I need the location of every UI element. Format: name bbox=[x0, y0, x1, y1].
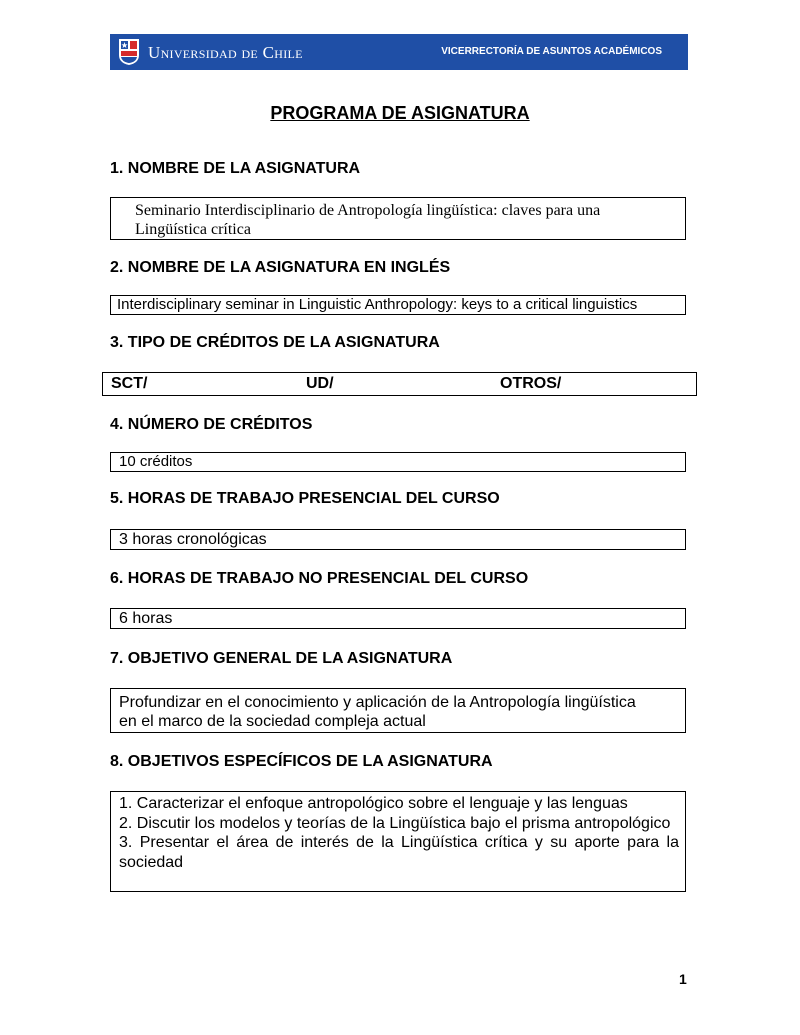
page-number: 1 bbox=[679, 971, 687, 987]
document-title: PROGRAMA DE ASIGNATURA bbox=[270, 103, 530, 123]
section-5-heading: 5. HORAS DE TRABAJO PRESENCIAL DEL CURSO bbox=[110, 490, 500, 507]
specific-objective-item: 2. Discutir los modelos y teorías de la Lingüística bajo el prisma antropológico bbox=[119, 814, 671, 832]
section-1-heading: 1. NOMBRE DE LA ASIGNATURA bbox=[110, 160, 361, 177]
non-presential-hours-box: 6 horas bbox=[110, 608, 686, 629]
credit-type-box bbox=[102, 372, 697, 396]
credits-number-box: 10 créditos bbox=[110, 452, 686, 472]
course-name-line: Lingüística crítica bbox=[135, 221, 251, 238]
university-seal-icon bbox=[118, 38, 140, 66]
general-objective-line: en el marco de la sociedad compleja actual bbox=[119, 713, 426, 730]
presential-hours-box: 3 horas cronológicas bbox=[110, 529, 686, 550]
section-4-heading: 4. NÚMERO DE CRÉDITOS bbox=[110, 416, 313, 433]
credit-type-otros: OTROS/ bbox=[500, 375, 562, 392]
section-6-heading: 6. HORAS DE TRABAJO NO PRESENCIAL DEL CURSO bbox=[110, 570, 529, 587]
course-name-box bbox=[110, 197, 686, 240]
vicerrectoria-label: VICERRECTORÍA DE ASUNTOS ACADÉMICOS bbox=[441, 46, 662, 57]
general-objective-box bbox=[110, 688, 686, 733]
course-name-line: Seminario Interdisciplinario de Antropología lingüística: claves para una bbox=[135, 202, 601, 219]
section-3-heading: 3. TIPO DE CRÉDITOS DE LA ASIGNATURA bbox=[110, 334, 440, 351]
specific-objective-item: 3. Presentar el área de interés de la Lingüística crítica y su aporte para la sociedad bbox=[119, 834, 679, 871]
header-banner bbox=[110, 34, 688, 70]
specific-objectives-box bbox=[110, 791, 686, 892]
section-8-heading: 8. OBJETIVOS ESPECÍFICOS DE LA ASIGNATURA bbox=[110, 753, 493, 770]
credit-type-ud: UD/ bbox=[306, 375, 334, 392]
course-name-english-box: Interdisciplinary seminar in Linguistic Anthropology: keys to a critical linguistics bbox=[110, 295, 686, 315]
university-name: Universidad de Chile bbox=[148, 43, 303, 62]
general-objective-line: Profundizar en el conocimiento y aplicación de la Antropología lingüística bbox=[119, 694, 636, 711]
section-2-heading: 2. NOMBRE DE LA ASIGNATURA EN INGLÉS bbox=[110, 259, 451, 276]
credit-type-sct: SCT/ bbox=[111, 375, 148, 392]
specific-objective-item: 1. Caracterizar el enfoque antropológico sobre el lenguaje y las lenguas bbox=[119, 795, 628, 812]
section-7-heading: 7. OBJETIVO GENERAL DE LA ASIGNATURA bbox=[110, 650, 453, 667]
